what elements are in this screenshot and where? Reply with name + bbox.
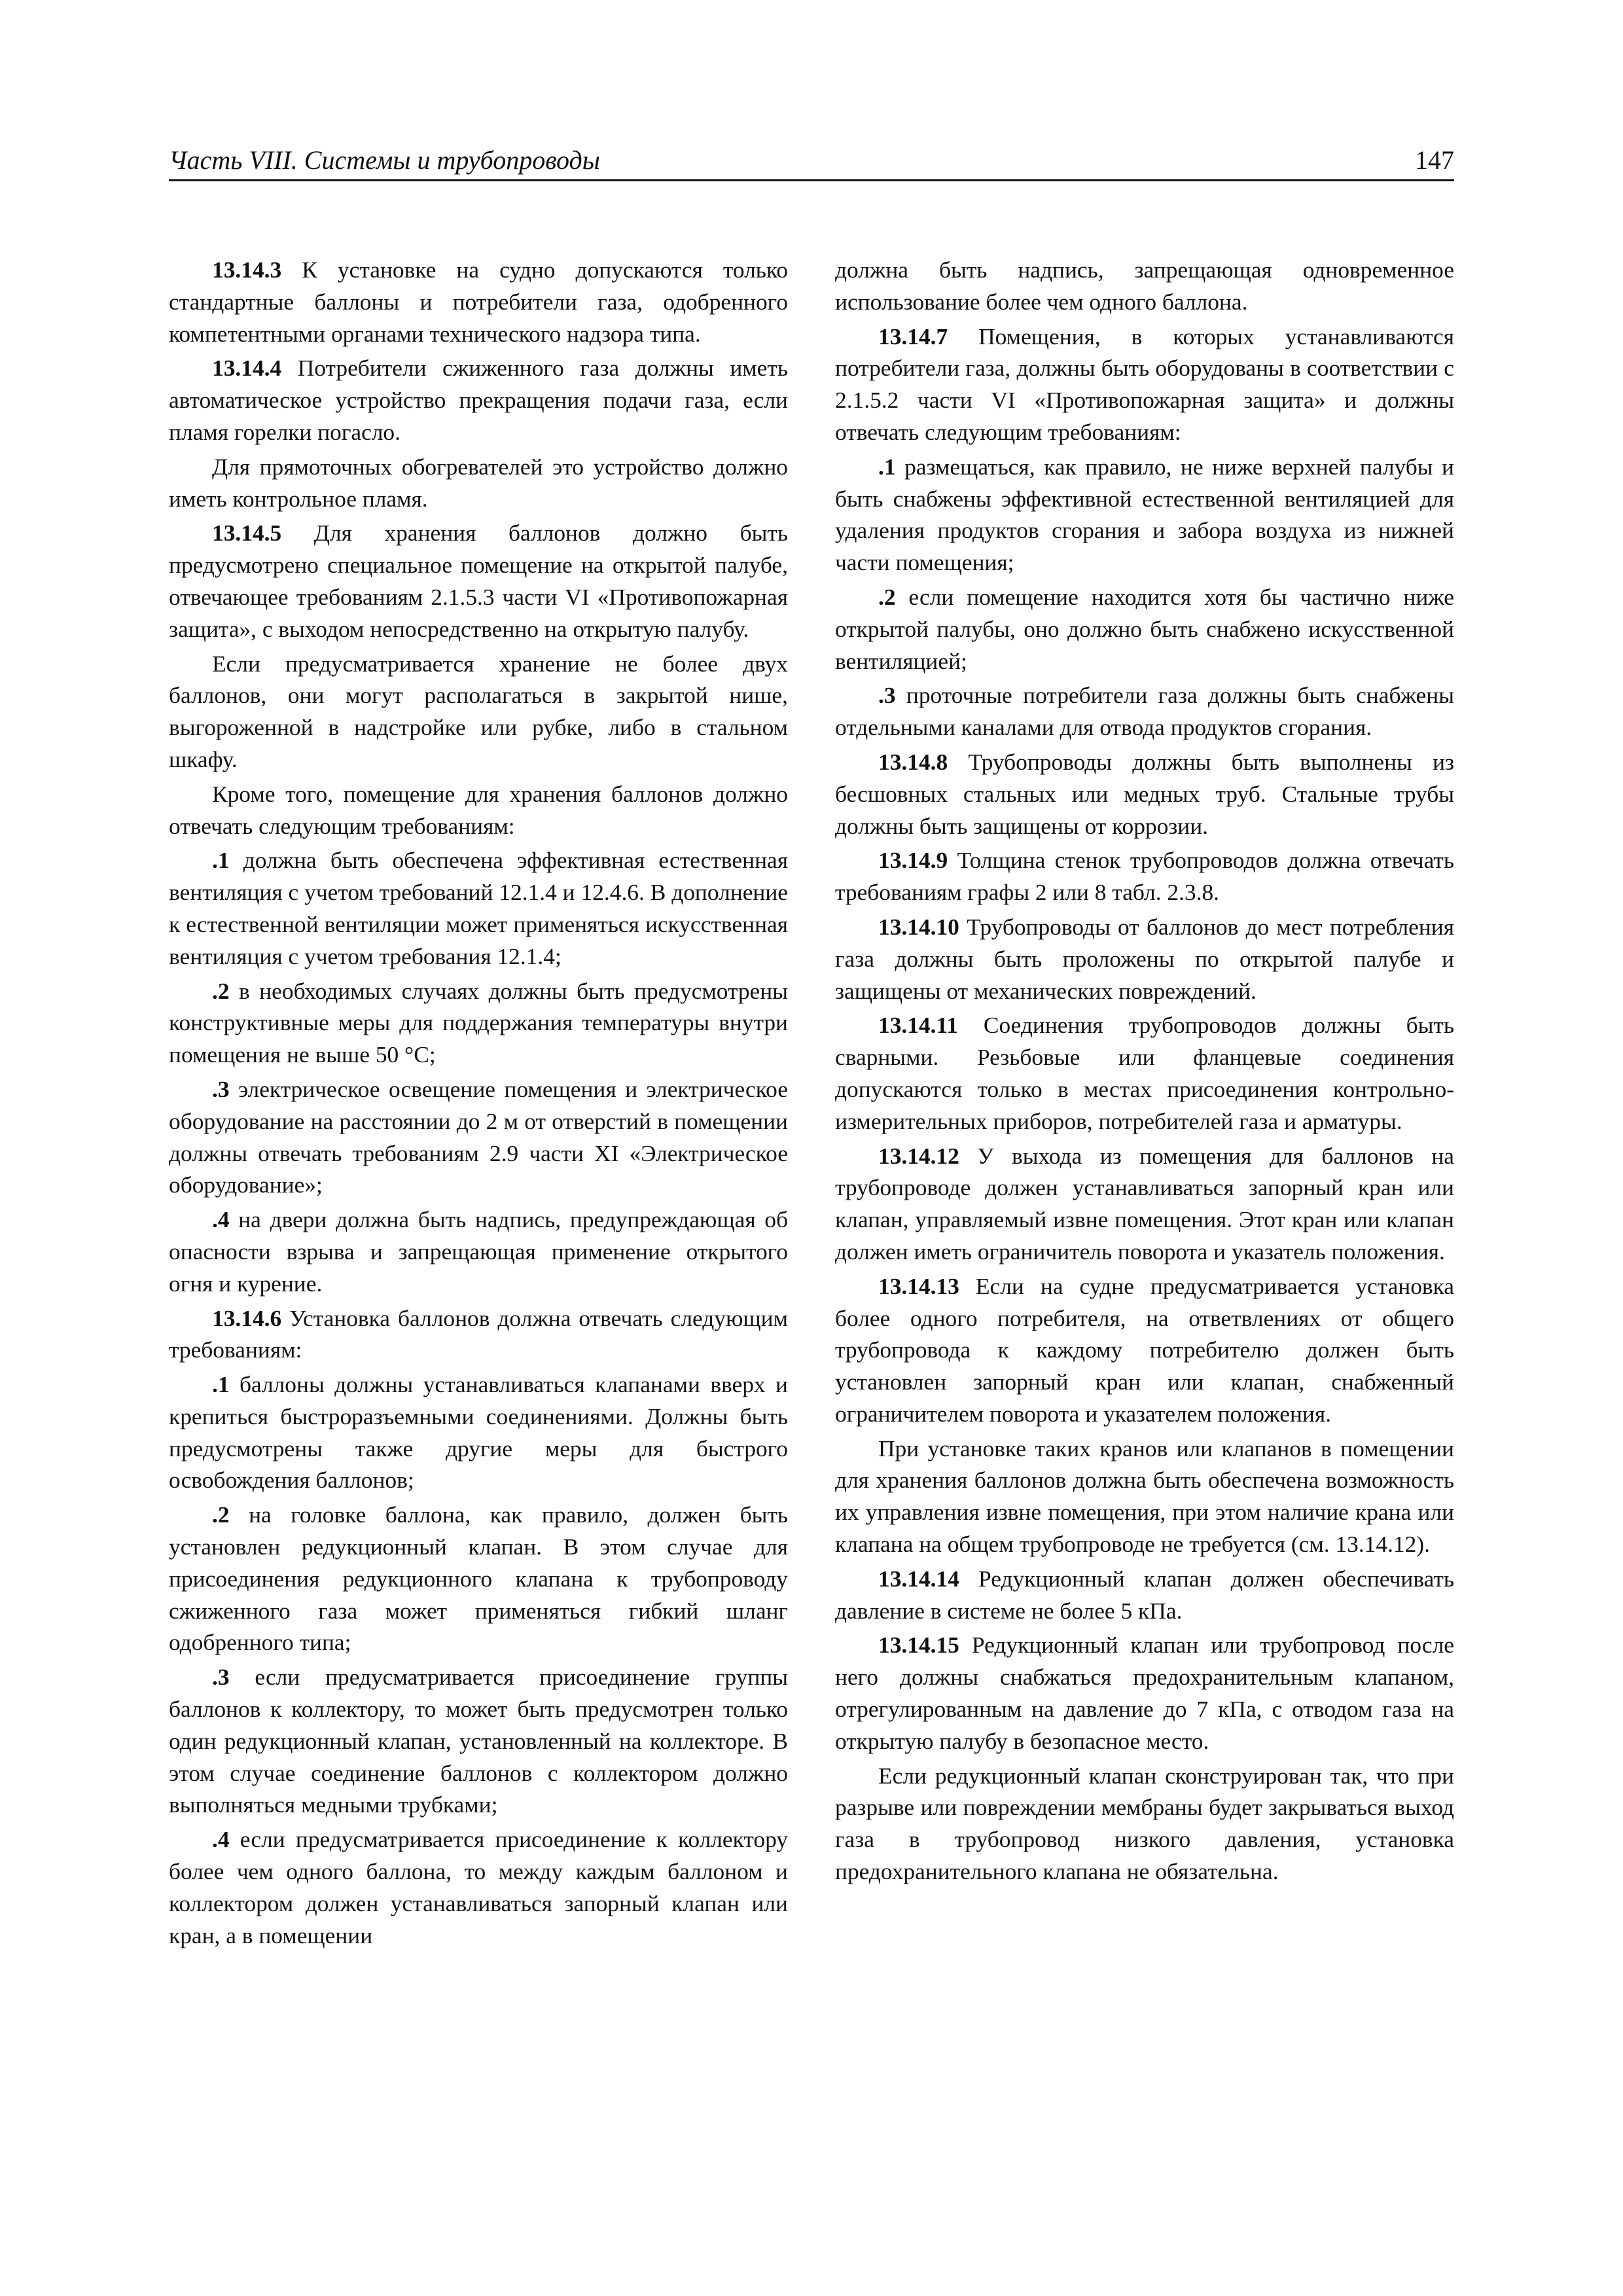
clause-number: .2 xyxy=(212,977,230,1004)
paragraph xyxy=(835,746,1454,842)
clause-number: 13.14.13 xyxy=(878,1272,959,1299)
paragraph xyxy=(169,1823,788,1951)
paragraph-text: на двери должна быть надпись, предупреждающая об опасности взрыва и запрещающая применение открытого огня и курение. xyxy=(169,1206,788,1297)
paragraph xyxy=(835,1629,1454,1757)
clause-number: .4 xyxy=(212,1826,230,1853)
clause-number: .4 xyxy=(212,1206,230,1233)
paragraph xyxy=(835,321,1454,448)
paragraph xyxy=(835,1433,1454,1560)
paragraph-text: У выхода из помещения для баллонов на трубопроводе должен устанавливаться запорный кран или клапан, управляемый извне помещения. Этот кран или клапан должен иметь ограничитель поворота и указатель положения. xyxy=(835,1142,1454,1265)
paragraph xyxy=(835,1563,1454,1627)
clause-number: .2 xyxy=(212,1501,230,1528)
paragraph xyxy=(835,911,1454,1007)
paragraph-text: Для прямоточных обогревателей это устройство должно иметь контрольное пламя. xyxy=(169,453,788,512)
paragraph xyxy=(835,451,1454,579)
paragraph xyxy=(169,517,788,645)
running-header xyxy=(169,140,1454,181)
paragraph-text: Толщина стенок трубопроводов должна отвечать требованиям графы 2 или 8 табл. 2.3.8. xyxy=(835,847,1454,906)
paragraph-text: Кроме того, помещение для хранения баллонов должно отвечать следующим требованиям: xyxy=(169,780,788,839)
paragraph xyxy=(169,1499,788,1659)
paragraph-text: Трубопроводы должны быть выполнены из бесшовных стальных или медных труб. Стальные трубы должны быть защищены от коррозии. xyxy=(835,748,1454,839)
paragraph xyxy=(169,1073,788,1201)
clause-number: 13.14.5 xyxy=(212,520,282,547)
paragraph-text: если помещение находится хотя бы частично ниже открытой палубы, оно должно быть снабжено искусственной вентиляцией; xyxy=(835,583,1454,674)
paragraph xyxy=(169,648,788,776)
page-number: 147 xyxy=(1415,145,1454,175)
paragraph xyxy=(169,1661,788,1821)
clause-number: .1 xyxy=(212,847,230,874)
paragraph xyxy=(169,1302,788,1367)
paragraph xyxy=(835,1270,1454,1430)
paragraph-text: Трубопроводы от баллонов до мест потребления газа должны быть проложены по открытой палубе и защищены от механических повреждений. xyxy=(835,913,1454,1004)
clause-number: 13.14.3 xyxy=(212,257,282,283)
clause-number: .1 xyxy=(212,1371,230,1398)
paragraph xyxy=(169,844,788,972)
clause-number: 13.14.7 xyxy=(878,323,948,350)
clause-number: .1 xyxy=(878,453,896,480)
paragraph-text: должна быть обеспечена эффективная естественная вентиляция с учетом требований 12.1.4 и 12.4.6. В дополнение к естественной вентиляции может применяться искусственная вентиляция с учетом требования 12.1.4; xyxy=(169,847,788,969)
paragraph-text: электрическое освещение помещения и электрическое оборудование на расстоянии до 2 м от отверстий в помещении должны отвечать требованиям 2.9 части XI «Электрическое оборудование»; xyxy=(169,1075,788,1198)
paragraph-text: Если предусматривается хранение не более двух баллонов, они могут располагаться в закрытой нише, выгороженной в надстройке или рубке, либо в стальном шкафу. xyxy=(169,650,788,772)
paragraph xyxy=(835,1140,1454,1268)
paragraph-text: При установке таких кранов или клапанов в помещении для хранения баллонов должна быть обеспечена возможность их управления извне помещения, при этом наличие крана или клапана на общем трубопроводе не требуется (см. 13.14.12). xyxy=(835,1435,1454,1558)
paragraph-text: должна быть надпись, запрещающая одновременное использование более чем одного баллона. xyxy=(835,257,1454,315)
paragraph-text: проточные потребители газа должны быть снабжены отдельными каналами для отвода продуктов сгорания. xyxy=(835,682,1454,741)
paragraph xyxy=(835,581,1454,677)
paragraph-text: Потребители сжиженного газа должны иметь автоматическое устройство прекращения подачи газа, если пламя горелки погасло. xyxy=(169,355,788,445)
paragraph-text: в необходимых случаях должны быть предусмотрены конструктивные меры для поддержания температуры внутри помещения не выше 50 °С; xyxy=(169,977,788,1068)
paragraph-text: Редукционный клапан или трубопровод после него должны снабжаться предохранительным клапаном, отрегулированным на давление до 7 кПа, с отводом газа на открытую палубу в безопасное место. xyxy=(835,1632,1454,1754)
clause-number: 13.14.14 xyxy=(878,1565,959,1592)
clause-number: 13.14.9 xyxy=(878,847,948,874)
paragraph-text: размещаться, как правило, не ниже верхней палубы и быть снабжены эффективной естественной вентиляцией для удаления продуктов сгорания и забора воздуха из нижней части помещения; xyxy=(835,453,1454,576)
clause-number: 13.14.10 xyxy=(878,913,959,940)
paragraph xyxy=(169,1369,788,1496)
paragraph-text: Для хранения баллонов должно быть предусмотрено специальное помещение на открытой палубе, отвечающее требованиям 2.1.5.3 части VI «Противопожарная защита», с выходом непосредственно на открытую палубу. xyxy=(169,520,788,642)
paragraph xyxy=(169,451,788,515)
clause-number: .3 xyxy=(212,1075,230,1102)
paragraph xyxy=(169,975,788,1071)
clause-number: 13.14.4 xyxy=(212,355,282,382)
clause-number: 13.14.6 xyxy=(212,1304,282,1331)
clause-number: .2 xyxy=(878,583,896,610)
paragraph xyxy=(835,1009,1454,1137)
clause-number: 13.14.12 xyxy=(878,1142,959,1169)
paragraph xyxy=(835,844,1454,908)
clause-number: 13.14.8 xyxy=(878,748,948,775)
clause-number: .3 xyxy=(212,1664,230,1691)
paragraph xyxy=(169,1204,788,1299)
paragraph-text: Помещения, в которых устанавливаются потребители газа, должны быть оборудованы в соответствии с 2.1.5.2 части VI «Противопожарная защита» и должны отвечать следующим требованиям: xyxy=(835,323,1454,445)
paragraph xyxy=(835,1760,1454,1888)
clause-number: 13.14.11 xyxy=(878,1012,958,1039)
right-column xyxy=(835,254,1454,1890)
paragraph xyxy=(169,352,788,448)
clause-number: .3 xyxy=(878,682,896,709)
paragraph xyxy=(169,254,788,350)
paragraph xyxy=(835,254,1454,318)
paragraph-text: баллоны должны устанавливаться клапанами вверх и крепиться быстроразъемными соединениями. Должны быть предусмотрены также другие меры для быстрого освобождения баллонов; xyxy=(169,1371,788,1494)
header-title: Часть VIII. Системы и трубопроводы xyxy=(169,145,600,175)
paragraph-text: на головке баллона, как правило, должен быть установлен редукционный клапан. В этом случае для присоединения редукционного клапана к трубопроводу сжиженного газа может применяться гибкий шланг одобренного типа; xyxy=(169,1501,788,1656)
paragraph-text: Если редукционный клапан сконструирован так, что при разрыве или повреждении мембраны будет закрываться выход газа в трубопровод низкого давления, установка предохранительного клапана не обязательна. xyxy=(835,1762,1454,1885)
paragraph-text: Установка баллонов должна отвечать следующим требованиям: xyxy=(169,1304,788,1363)
left-column xyxy=(169,254,788,1954)
clause-number: 13.14.15 xyxy=(878,1632,959,1659)
paragraph xyxy=(835,679,1454,744)
paragraph xyxy=(169,778,788,842)
paragraph-text: если предусматривается присоединение группы баллонов к коллектору, то может быть предусмотрен только один редукционный клапан, установленный на коллекторе. В этом случае соединение баллонов с коллектором должно выполняться медными трубками; xyxy=(169,1664,788,1818)
paragraph-text: Соединения трубопроводов должны быть сварными. Резьбовые или фланцевые соединения допускаются только в местах присоединения контрольно-измерительных приборов, потребителей газа и арматуры. xyxy=(835,1012,1454,1134)
paragraph-text: Редукционный клапан должен обеспечивать давление в системе не более 5 кПа. xyxy=(835,1565,1454,1624)
paragraph-text: если предусматривается присоединение к коллектору более чем одного баллона, то между каждым баллоном и коллектором должен устанавливаться запорный клапан или кран, а в помещении xyxy=(169,1826,788,1948)
paragraph-text: К установке на судно допускаются только стандартные баллоны и потребители газа, одобренного компетентными органами технического надзора типа. xyxy=(169,257,788,347)
paragraph-text: Если на судне предусматривается установка более одного потребителя, на ответвлениях от общего трубопровода к каждому потребителю должен быть установлен запорный кран или клапан, снабженный ограничителем поворота и указателем положения. xyxy=(835,1272,1454,1427)
